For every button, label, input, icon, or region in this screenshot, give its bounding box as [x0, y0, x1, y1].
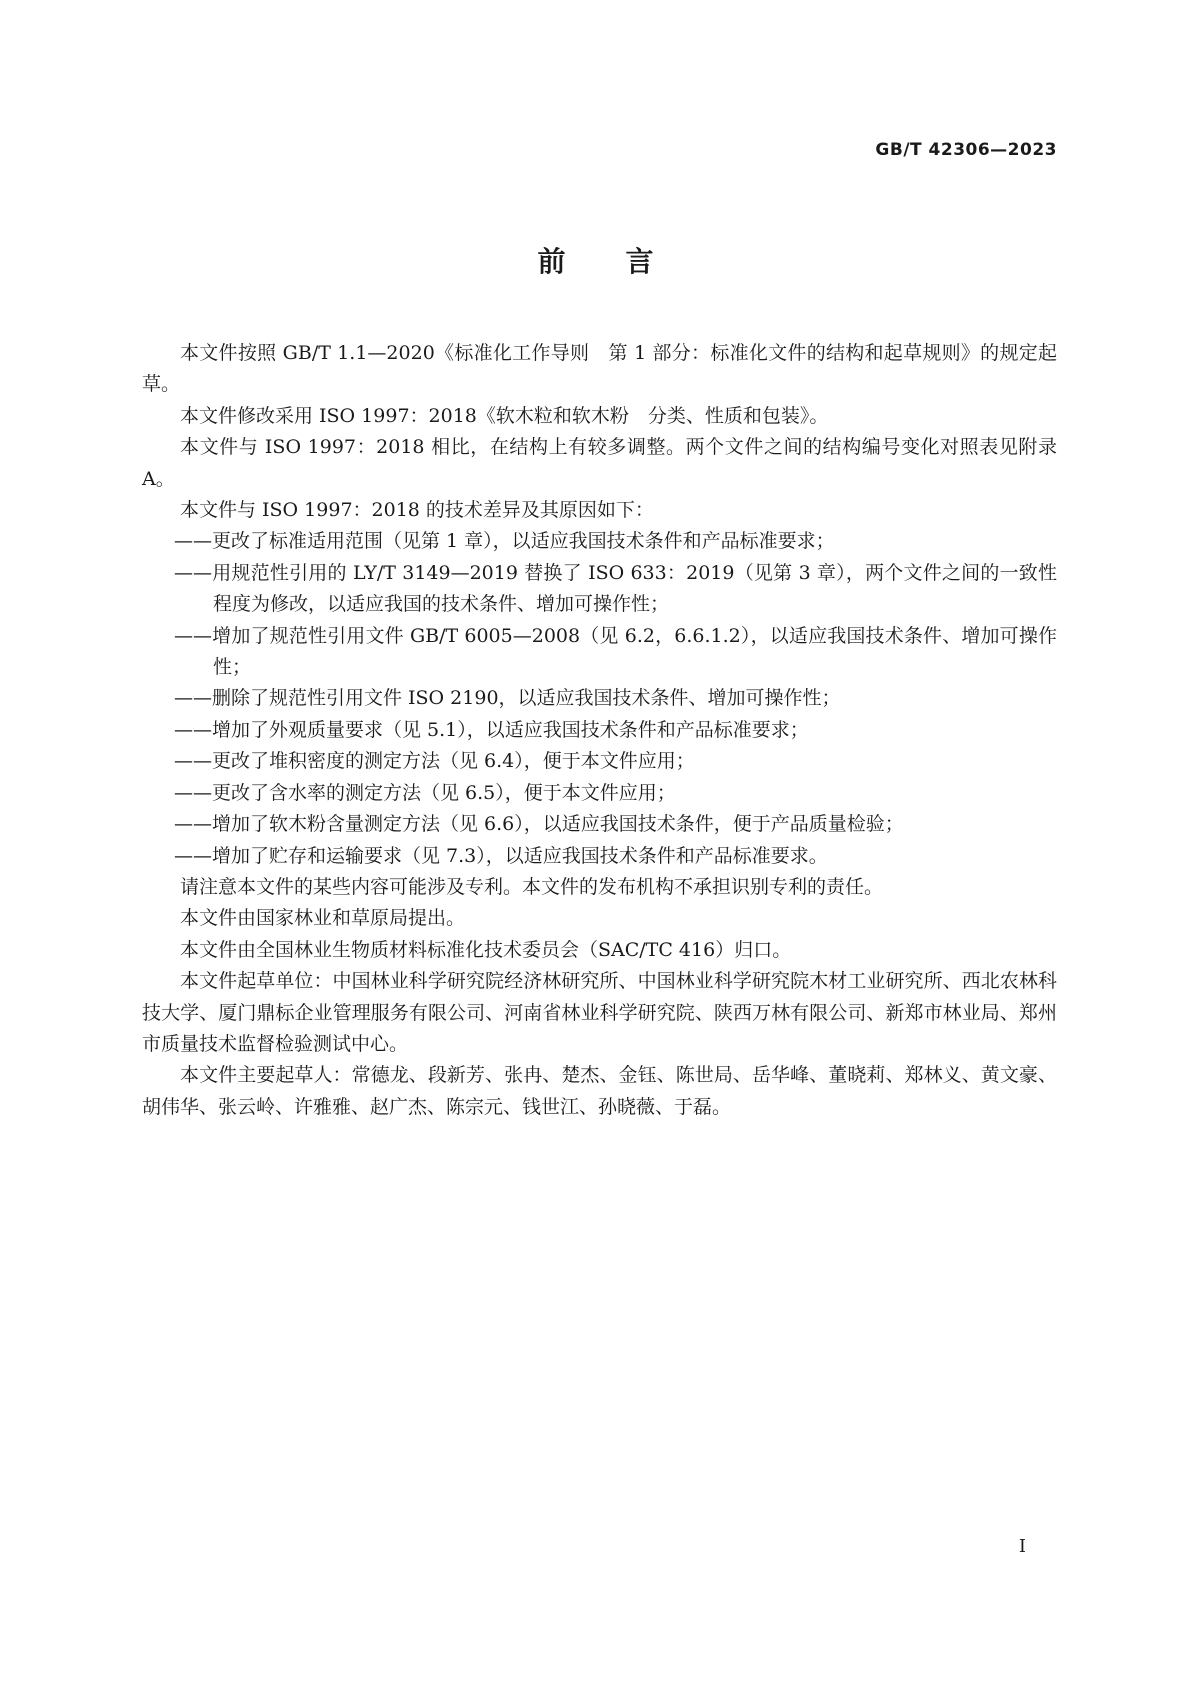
paragraph: 本文件主要起草人：常德龙、段新芳、张冉、楚杰、金钰、陈世局、岳华峰、董晓莉、郑林义、黄文豪、胡伟华、张云岭、许雅雅、赵广杰、陈宗元、钱世江、孙晓薇、于磊。 [142, 1064, 1057, 1118]
difference-item: ——删除了规范性引用文件 ISO 2190，以适应我国技术条件、增加可操作性； [174, 687, 841, 710]
difference-item: ——更改了堆积密度的测定方法（见 6.4），便于本文件应用； [174, 750, 695, 773]
difference-item: ——增加了贮存和运输要求（见 7.3），以适应我国技术条件和产品标准要求。 [174, 844, 828, 867]
difference-item: ——增加了规范性引用文件 GB/T 6005—2008（见 6.2，6.6.1.2），以适应我国技术条件、增加可操作性； [174, 624, 1057, 679]
page-title: 前言 [537, 245, 714, 278]
paragraph: 本文件起草单位：中国林业科学研究院经济林研究所、中国林业科学研究院木材工业研究所、西北农林科技大学、厦门鼎标企业管理服务有限公司、河南省林业科学研究院、陕西万林有限公司、新郑市林业局、郑州市质量技术监督检验测试中心。 [142, 970, 1057, 1055]
difference-item: ——增加了外观质量要求（见 5.1），以适应我国技术条件和产品标准要求； [174, 718, 809, 741]
difference-item: ——更改了标准适用范围（见第 1 章），以适应我国技术条件和产品标准要求； [174, 530, 835, 553]
paragraph: 本文件按照 GB/T 1.1—2020《标准化工作导则 第 1 部分：标准化文件的结构和起草规则》的规定起草。 [142, 342, 1057, 396]
difference-item: ——增加了软木粉含量测定方法（见 6.6），以适应我国技术条件，便于产品质量检验； [174, 813, 904, 836]
paragraph: 本文件由国家林业和草原局提出。 [180, 907, 466, 930]
paragraph: 请注意本文件的某些内容可能涉及专利。本文件的发布机构不承担识别专利的责任。 [180, 875, 884, 898]
difference-item: ——用规范性引用的 LY/T 3149—2019 替换了 ISO 633：2019（见第 3 章），两个文件之间的一致性程度为修改，以适应我国的技术条件、增加可操作性； [174, 561, 1057, 616]
page-number: I [1018, 1536, 1026, 1557]
paragraph: 本文件与 ISO 1997：2018 相比，在结构上有较多调整。两个文件之间的结构编号变化对照表见附录 A。 [142, 436, 1057, 490]
paragraph: 本文件与 ISO 1997：2018 的技术差异及其原因如下： [180, 499, 654, 522]
preface-body [142, 338, 1057, 1123]
paragraph: 本文件修改采用 ISO 1997：2018《软木粒和软木粉 分类、性质和包装》。 [180, 404, 829, 427]
paragraph: 本文件由全国林业生物质材料标准化技术委员会（SAC/TC 416）归口。 [180, 938, 792, 961]
standard-code: GB/T 42306—2023 [875, 140, 1057, 160]
difference-item: ——更改了含水率的测定方法（见 6.5），便于本文件应用； [174, 781, 676, 804]
